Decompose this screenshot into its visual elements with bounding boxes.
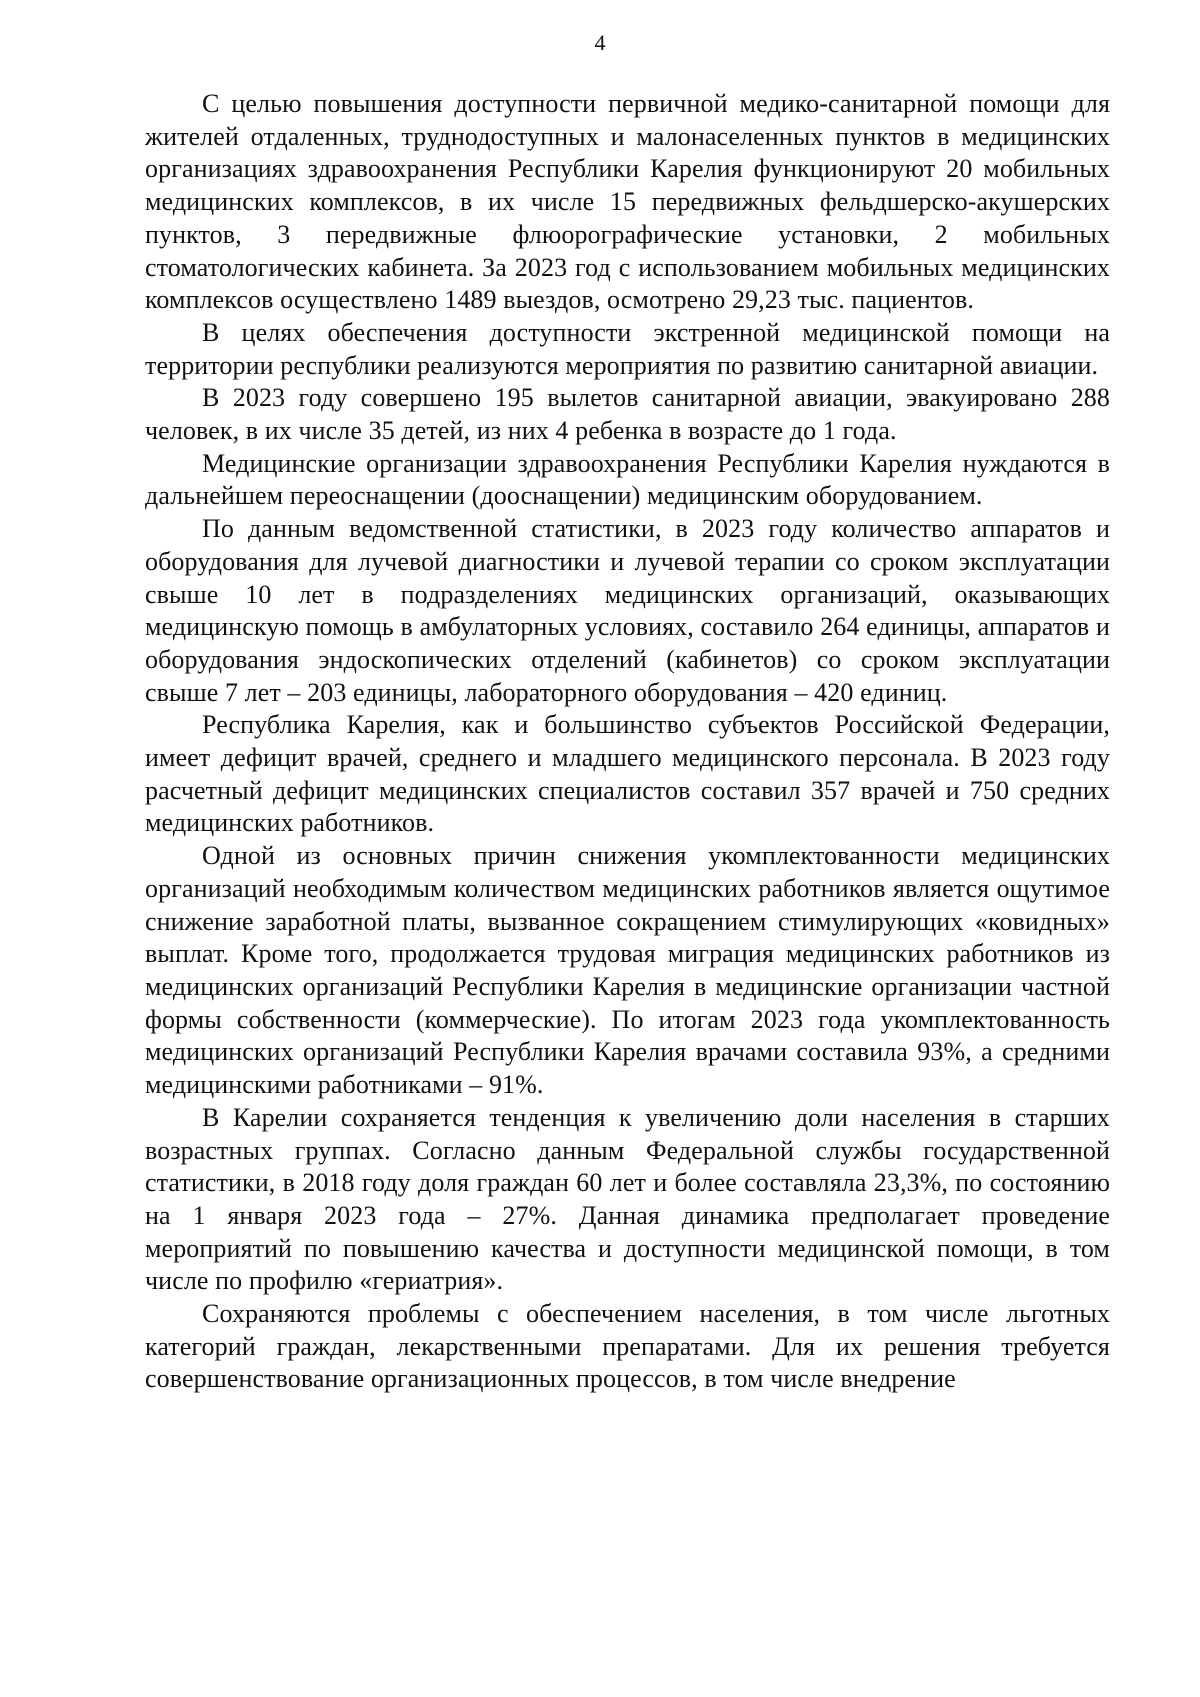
page-number: 4 [594,30,606,55]
paragraph-equipment-need: Медицинские организации здравоохранения Республики Карелия нуждаются в дальнейшем переоснащении (дооснащении) медицинским оборудованием. [145,448,1110,511]
paragraph-staff-deficit: Республика Карелия, как и большинство субъектов Российской Федерации, имеет дефицит врачей, среднего и младшего медицинского персонала. В 2023 году расчетный дефицит медицинских специалистов составил 357 врачей и 750 средних медицинских работников. [145,710,1110,838]
paragraph-aging-population: В Карелии сохраняется тенденция к увеличению доли населения в старших возрастных группах. Согласно данным Федеральной службы государственной статистики, в 2018 году доля граждан 60 лет и более составляла 23,3%, по состоянию на 1 января 2023 года – 27%. Данная динамика предполагает проведение мероприятий по повышению качества и доступности медицинской помощи, в том числе по профилю «гериатрия». [145,1102,1110,1296]
paragraph-air-ambulance-flights: В 2023 году совершено 195 вылетов санитарной авиации, эвакуировано 288 человек, в их числе 35 детей, из них 4 ребенка в возрасте до 1 года. [145,383,1110,446]
paragraph-staffing-causes: Одной из основных причин снижения укомплектованности медицинских организаций необходимым количеством медицинских работников является ощутимое снижение заработной платы, вызванное сокращением стимулирующих «ковидных» выплат. Кроме того, продолжается трудовая миграция медицинских работников из медицинских организаций Республики Карелия в медицинские организации частной формы собственности (коммерческие). По итогам 2023 года укомплектованность медицинских организаций Республики Карелия врачами составила 93%, а средними медицинскими работниками – 91%. [145,841,1110,1100]
paragraph-air-ambulance-measures: В целях обеспечения доступности экстренной медицинской помощи на территории республики реализуются мероприятия по развитию санитарной авиации. [145,317,1110,380]
paragraph-medicine-supply: Сохраняются проблемы с обеспечением населения, в том числе льготных категорий граждан, лекарственными препаратами. Для их решения требуется совершенствование организационных процессов, в том числе внедрение [145,1299,1110,1394]
document-body [145,88,1110,1396]
paragraph-equipment-statistics: По данным ведомственной статистики, в 2023 году количество аппаратов и оборудования для лучевой диагностики и лучевой терапии со сроком эксплуатации свыше 10 лет в подразделениях медицинских организаций, оказывающих медицинскую помощь в амбулаторных условиях, составило 264 единицы, аппаратов и оборудования эндоскопических отделений (кабинетов) со сроком эксплуатации свыше 7 лет – 203 единицы, лабораторного оборудования – 420 единиц. [145,514,1110,707]
paragraph-mobile-complexes: С целью повышения доступности первичной медико-санитарной помощи для жителей отдаленных, труднодоступных и малонаселенных пунктов в медицинских организациях здравоохранения Республики Карелия функционируют 20 мобильных медицинских комплексов, в их числе 15 передвижных фельдшерско-акушерских пунктов, 3 передвижные флюорографические установки, 2 мобильных стоматологических кабинета. За 2023 год с использованием мобильных медицинских комплексов осуществлено 1489 выездов, осмотрено 29,23 тыс. пациентов. [145,89,1110,315]
